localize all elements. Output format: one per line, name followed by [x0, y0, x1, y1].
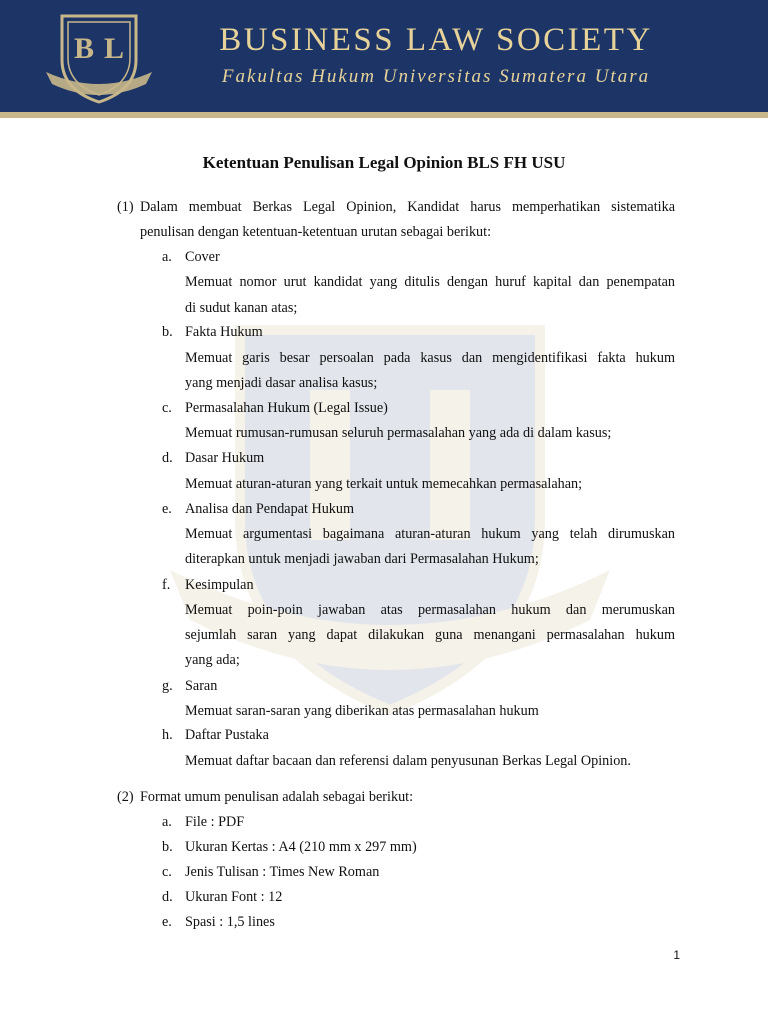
list-letter: d.: [162, 889, 173, 905]
format-item: File : PDF: [185, 814, 245, 830]
svg-text:B: B: [73, 32, 95, 65]
list-letter: f.: [162, 577, 171, 593]
list-item-desc: Memuat aturan-aturan yang terkait untuk memecahkan permasalahan;: [185, 476, 583, 492]
section-intro-line: Dalam membuat Berkas Legal Opinion, Kandidat harus memperhatikan sistematika: [140, 199, 675, 215]
list-item-desc: Memuat saran-saran yang diberikan atas permasalahan hukum: [185, 703, 539, 719]
list-item-label: Permasalahan Hukum (Legal Issue): [185, 400, 388, 416]
list-item-label: Cover: [185, 249, 220, 265]
list-item-label: Analisa dan Pendapat Hukum: [185, 501, 355, 517]
list-item-desc: sejumlah saran yang dapat dilakukan guna menangani permasalahan hukum: [185, 627, 675, 643]
list-item-desc: Memuat daftar bacaan dan referensi dalam penyusunan Berkas Legal Opinion.: [185, 753, 631, 769]
list-item-label: Dasar Hukum: [185, 450, 265, 466]
header-banner: [0, 0, 768, 112]
list-letter: d.: [162, 450, 173, 466]
format-item: Jenis Tulisan : Times New Roman: [185, 864, 380, 880]
list-item-desc: yang ada;: [185, 652, 240, 668]
section-number: (1): [117, 199, 134, 215]
list-item-label: Fakta Hukum: [185, 324, 263, 340]
section-intro-line: Format umum penulisan adalah sebagai berikut:: [140, 789, 414, 805]
section-intro-line: penulisan dengan ketentuan-ketentuan urutan sebagai berikut:: [140, 224, 492, 240]
list-item-desc: yang menjadi dasar analisa kasus;: [185, 375, 378, 391]
list-letter: c.: [162, 864, 172, 880]
list-letter: c.: [162, 400, 172, 416]
format-item: Ukuran Kertas : A4 (210 mm x 297 mm): [185, 839, 417, 855]
list-letter: b.: [162, 324, 173, 340]
document-title: Ketentuan Penulisan Legal Opinion BLS FH USU: [202, 153, 566, 172]
list-item-label: Kesimpulan: [185, 577, 254, 593]
list-letter: e.: [162, 914, 172, 930]
list-item-desc: Memuat nomor urut kandidat yang ditulis dengan huruf kapital dan penempatan: [185, 274, 675, 290]
list-item-desc: Memuat rumusan-rumusan seluruh permasalahan yang ada di dalam kasus;: [185, 425, 612, 441]
list-item-desc: di sudut kanan atas;: [185, 300, 298, 316]
format-item: Ukuran Font : 12: [185, 889, 283, 905]
list-item-desc: Memuat garis besar persoalan pada kasus dan mengidentifikasi fakta hukum: [185, 350, 675, 366]
society-crest-icon: [42, 10, 156, 106]
section-number: (2): [117, 789, 134, 805]
list-letter: a.: [162, 814, 172, 830]
list-item-desc: Memuat argumentasi bagaimana aturan-aturan hukum yang telah dirumuskan: [185, 526, 675, 542]
list-item-desc: diterapkan untuk menjadi jawaban dari Permasalahan Hukum;: [185, 551, 539, 567]
page-number: 1: [673, 948, 680, 962]
list-letter: b.: [162, 839, 173, 855]
organization-name: BUSINESS LAW SOCIETY: [219, 22, 653, 58]
list-letter: a.: [162, 249, 172, 265]
list-item-desc: Memuat poin-poin jawaban atas permasalahan hukum dan merumuskan: [185, 602, 675, 618]
svg-text:L: L: [103, 32, 125, 65]
organization-subtitle: Fakultas Hukum Universitas Sumatera Utara: [221, 66, 651, 87]
list-letter: h.: [162, 727, 173, 743]
header-divider: [0, 112, 768, 118]
list-item-label: Daftar Pustaka: [185, 727, 269, 743]
list-item-label: Saran: [185, 678, 218, 694]
list-letter: g.: [162, 678, 173, 694]
list-letter: e.: [162, 501, 172, 517]
format-item: Spasi : 1,5 lines: [185, 914, 275, 930]
